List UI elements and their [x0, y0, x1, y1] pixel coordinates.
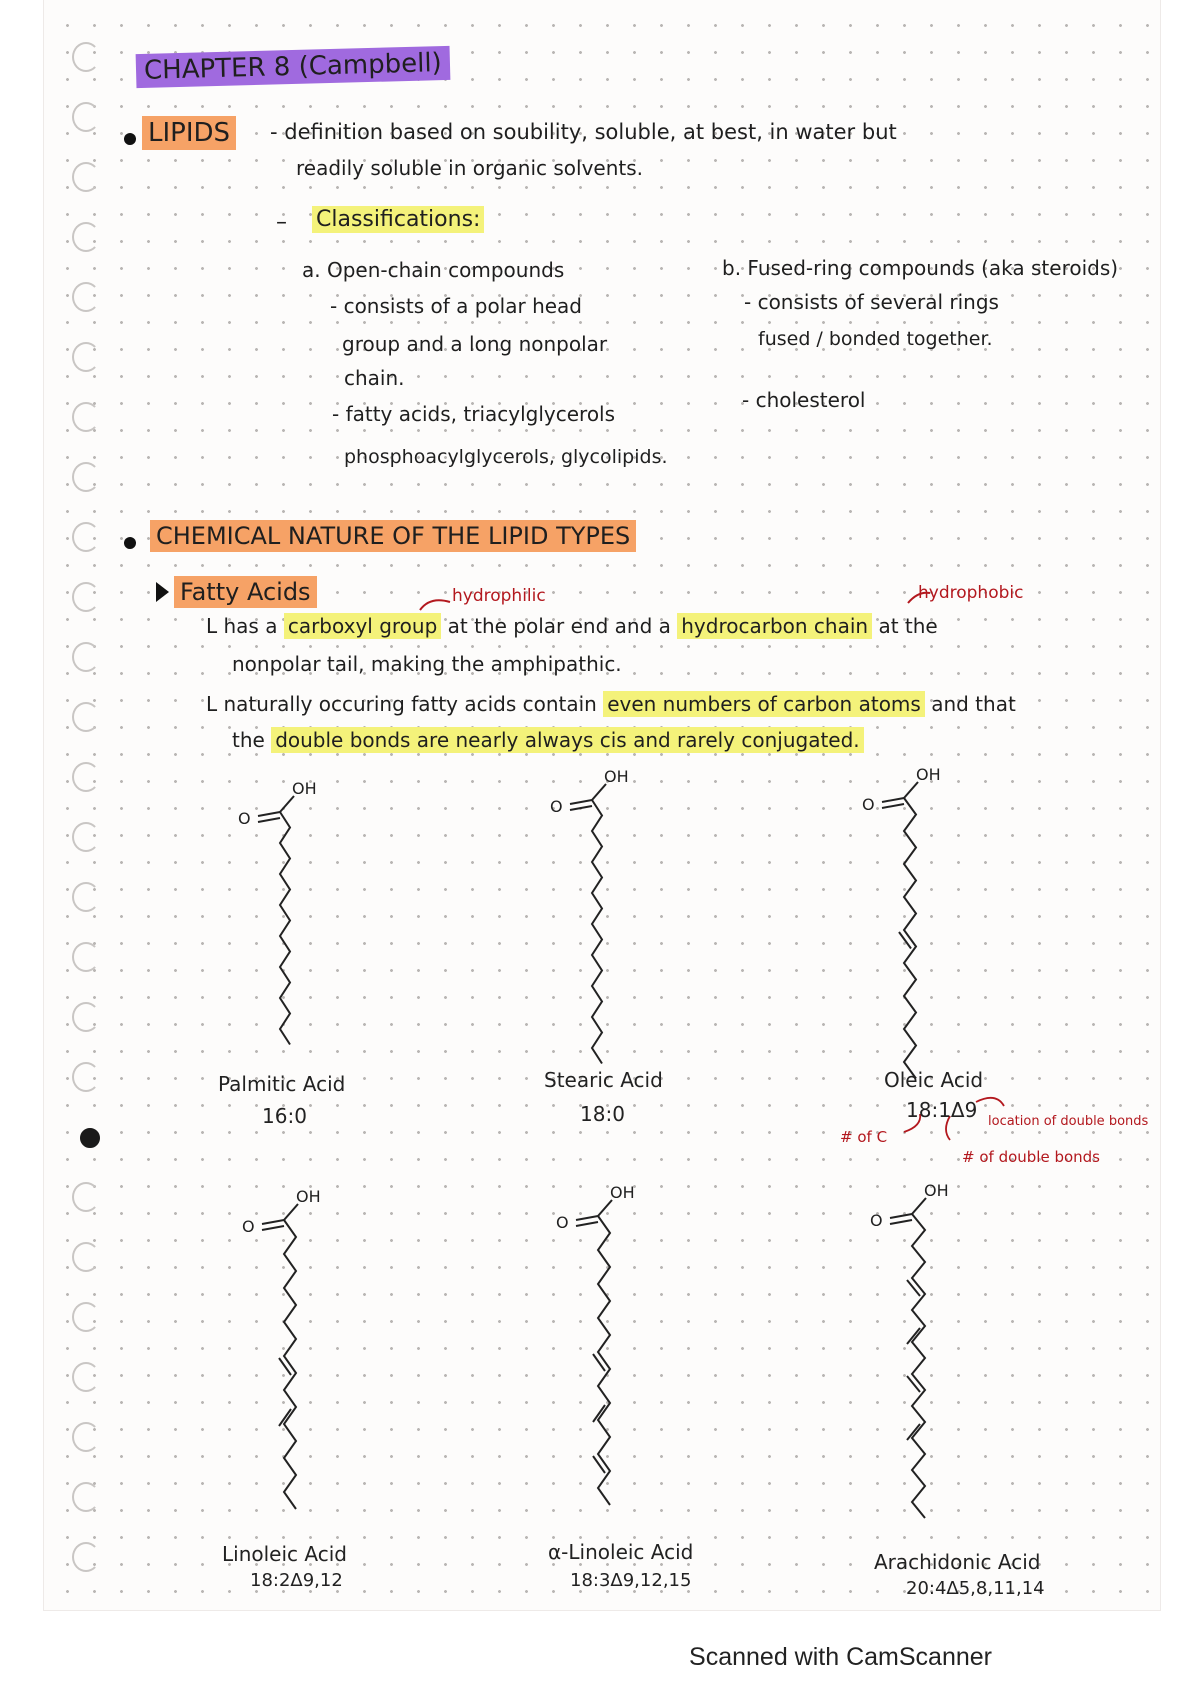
class-a-line5: phosphoacylglycerols, glycolipids. — [344, 446, 668, 468]
stearic-carbonyl-bond — [570, 800, 592, 804]
arachidonic-o-label: O — [870, 1211, 883, 1230]
palmitic-o-label: O — [238, 809, 251, 828]
stearic-oh-label: OH — [604, 767, 629, 786]
palmitic-carbonyl-bond — [258, 812, 280, 816]
fatty-acids-line3: L naturally occuring fatty acids contain even numbers of carbon atoms and that — [206, 692, 1016, 716]
acid-code-arachidonic: 20:4Δ5,8,11,14 — [906, 1578, 1045, 1599]
fatty-acids-line1: L has a carboxyl group at the polar end and a hydrocarbon chain at the — [206, 614, 938, 638]
alpha-linoleic-double-bond — [593, 1456, 605, 1473]
acid-name-stearic: Stearic Acid — [544, 1068, 663, 1092]
palmitic-carbonyl-bond — [258, 818, 280, 822]
class-a-title: a. Open-chain compounds — [302, 258, 565, 282]
fatty-acids-line2: nonpolar tail, making the amphipathic. — [232, 652, 622, 676]
lipids-term-text: LIPIDS — [142, 116, 236, 150]
class-b-line2: fused / bonded together. — [758, 328, 993, 350]
stearic-chain — [592, 800, 602, 1064]
alpha-linoleic-oh-label: OH — [610, 1183, 635, 1202]
arachidonic-double-bond — [907, 1280, 920, 1296]
arachidonic-oh-bond — [912, 1198, 926, 1214]
acid-code-linoleic: 18:2Δ9,12 — [250, 1570, 343, 1591]
linoleic-carbonyl-bond — [262, 1226, 284, 1230]
linoleic-o-label: O — [242, 1217, 255, 1236]
oleic-carbonyl-bond — [882, 804, 904, 808]
class-b-line1: - consists of several rings — [744, 290, 999, 314]
acid-name-alpha-linoleic: α-Linoleic Acid — [548, 1540, 694, 1564]
arachidonic-chain — [912, 1214, 925, 1518]
lipids-definition-line1: - definition based on soubility, soluble, at best, in water but — [270, 120, 897, 144]
linoleic-oh-label: OH — [296, 1187, 321, 1206]
hydrophilic-note: hydrophilic — [452, 586, 546, 606]
acid-code-palmitic: 16:0 — [262, 1104, 307, 1128]
class-b-line3: - cholesterol — [742, 388, 866, 412]
oleic-oh-bond — [904, 782, 918, 798]
alpha-linoleic-chain — [598, 1216, 610, 1505]
class-a-line1: - consists of a polar head — [330, 294, 583, 318]
alpha-linoleic-oh-bond — [598, 1200, 612, 1216]
stearic-o-label: O — [550, 797, 563, 816]
stearic-carbonyl-bond — [570, 806, 592, 810]
linoleic-carbonyl-bond — [262, 1220, 284, 1224]
alpha-linoleic-carbonyl-bond — [576, 1222, 598, 1226]
class-a-line3: chain. — [344, 366, 405, 390]
fatty-acids-line4: the double bonds are nearly always cis and rarely conjugated. — [232, 728, 864, 752]
acid-name-arachidonic: Arachidonic Acid — [874, 1550, 1041, 1574]
oleic-o-label: O — [862, 795, 875, 814]
class-a-line2: group and a long nonpolar — [342, 332, 608, 356]
fatty-acids-heading: Fatty Acids — [174, 578, 317, 606]
chapter-title-text: CHAPTER 8 (Campbell) — [136, 46, 451, 88]
palmitic-chain — [280, 812, 290, 1045]
linoleic-oh-bond — [284, 1204, 298, 1220]
scanner-watermark: Scanned with CamScanner — [689, 1643, 992, 1671]
oleic-double-bond — [899, 932, 911, 949]
linoleic-double-bond — [279, 1358, 291, 1375]
classifications-heading: Classifications: — [312, 207, 484, 232]
oleic-note-num-double: # of double bonds — [962, 1148, 1100, 1166]
acid-code-stearic: 18:0 — [580, 1102, 625, 1126]
alpha-linoleic-carbonyl-bond — [576, 1216, 598, 1220]
acid-code-alpha-linoleic: 18:3Δ9,12,15 — [570, 1570, 692, 1591]
chemical-nature-heading: CHEMICAL NATURE OF THE LIPID TYPES — [150, 522, 636, 550]
alpha-linoleic-o-label: O — [556, 1213, 569, 1232]
classifications-dash: – — [276, 210, 287, 235]
class-a-line4: - fatty acids, triacylglycerols — [332, 402, 616, 426]
oleic-note-num-c: # of C — [840, 1128, 888, 1146]
oleic-chain — [904, 798, 916, 1079]
linoleic-chain — [284, 1220, 296, 1509]
arachidonic-oh-label: OH — [924, 1181, 949, 1200]
palmitic-oh-label: OH — [292, 779, 317, 798]
lipids-definition-line2: readily soluble in organic solvents. — [296, 156, 644, 180]
hydrophobic-note: hydrophobic — [918, 583, 1024, 603]
alpha-linoleic-double-bond — [593, 1354, 605, 1371]
class-b-title: b. Fused-ring compounds (aka steroids) — [722, 256, 1119, 280]
arachidonic-double-bond — [907, 1376, 920, 1392]
acid-name-palmitic: Palmitic Acid — [218, 1072, 346, 1096]
oleic-oh-label: OH — [916, 765, 941, 784]
palmitic-oh-bond — [280, 796, 294, 812]
acid-name-linoleic: Linoleic Acid — [222, 1542, 347, 1566]
oleic-note-location: location of double bonds — [988, 1114, 1149, 1129]
acid-name-oleic: Oleic Acid — [884, 1068, 984, 1092]
arachidonic-carbonyl-bond — [890, 1220, 912, 1224]
oleic-carbonyl-bond — [882, 798, 904, 802]
stearic-oh-bond — [592, 784, 606, 800]
arachidonic-carbonyl-bond — [890, 1214, 912, 1218]
acid-code-oleic: 18:1Δ9 — [906, 1098, 978, 1122]
